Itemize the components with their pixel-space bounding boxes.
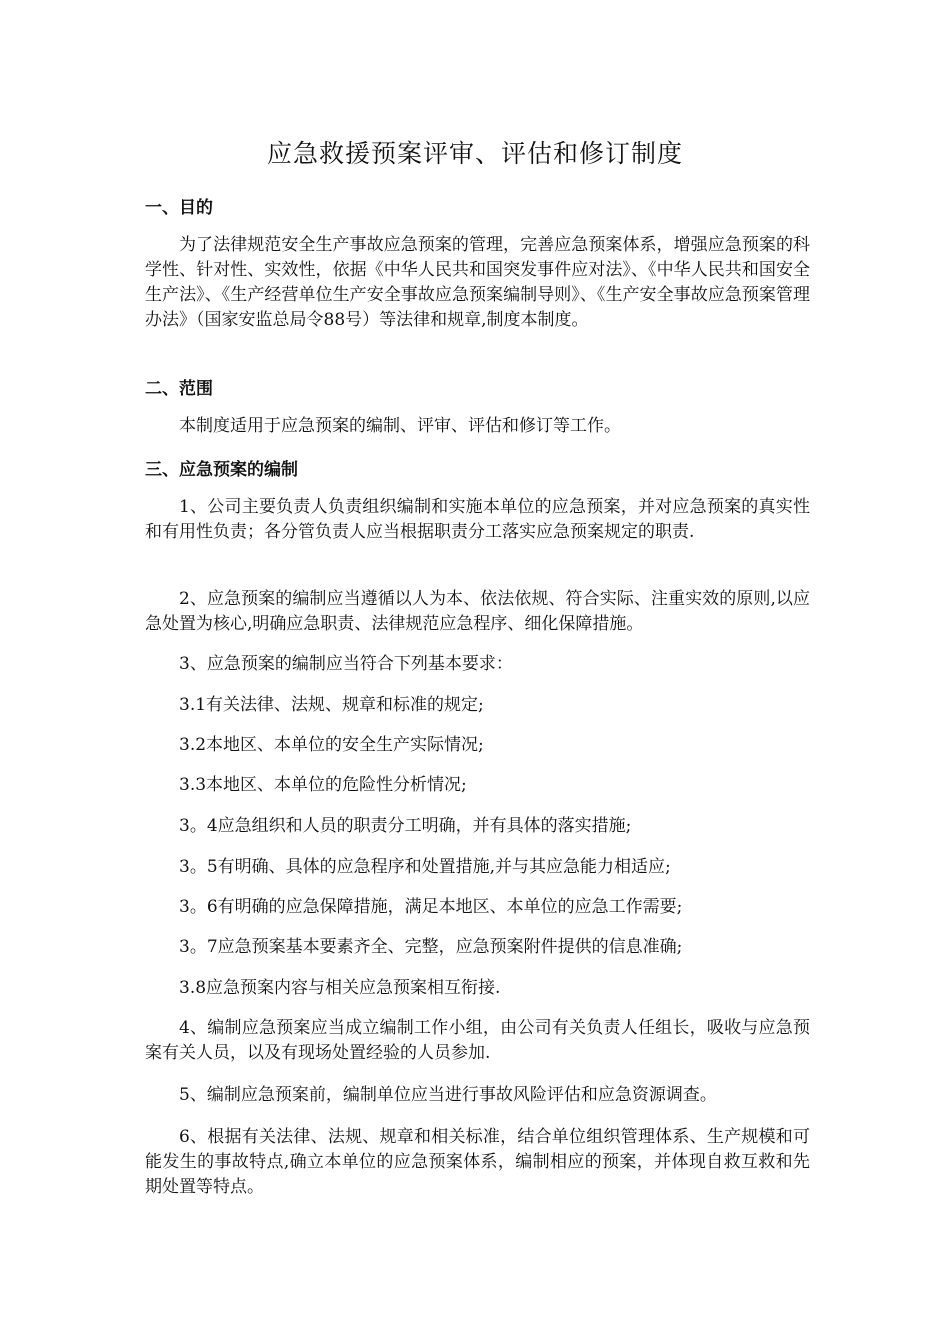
- list-item: 3。7应急预案基本要素齐全、完整，应急预案附件提供的信息准确;: [179, 937, 683, 957]
- list-item: 3。6有明确的应急保障措施，满足本地区、本单位的应急工作需要;: [179, 897, 683, 917]
- list-item: 3.8应急预案内容与相关应急预案相互衔接.: [179, 978, 501, 998]
- list-item: 6、根据有关法律、法规、规章和相关标准，结合单位组织管理体系、生产规模和可能发生的事故特点,确立本单位的应急预案体系，编制相应的预案，并体现自救互救和先期处置等特点。: [145, 1127, 810, 1197]
- list-item: 3.1有关法律、法规、规章和标准的规定;: [179, 695, 484, 715]
- list-item: 3、应急预案的编制应当符合下列基本要求：: [179, 654, 513, 674]
- section-heading-preparation: 三、应急预案的编制: [145, 460, 298, 480]
- section-heading-scope: 二、范围: [145, 379, 213, 399]
- scope-paragraph: 本制度适用于应急预案的编制、评审、评估和修订等工作。: [179, 416, 621, 436]
- list-item: 3.2本地区、本单位的安全生产实际情况;: [179, 735, 484, 755]
- section-heading-purpose: 一、目的: [145, 198, 213, 218]
- list-item: 3。5有明确、具体的应急程序和处置措施,并与其应急能力相适应;: [179, 857, 671, 877]
- document-title: 应急救援预案评审、评估和修订制度: [266, 139, 683, 168]
- list-item: 3.3本地区、本单位的危险性分析情况;: [179, 775, 467, 795]
- list-item: 4、编制应急预案应当成立编制工作小组，由公司有关负责人任组长，吸收与应急预案有关人员，以及有现场处置经验的人员参加.: [145, 1018, 810, 1063]
- list-item: 5、编制应急预案前，编制单位应当进行事故风险评估和应急资源调查。: [179, 1085, 717, 1105]
- list-item: 1、公司主要负责人负责组织编制和实施本单位的应急预案，并对应急预案的真实性和有用性负责；各分管负责人应当根据职责分工落实应急预案规定的职责.: [145, 497, 810, 542]
- list-item: 2、应急预案的编制应当遵循以人为本、依法依规、符合实际、注重实效的原则,以应急处置为核心,明确应急职责、法律规范应急程序、细化保障措施。: [145, 589, 810, 634]
- list-item: 3。4应急组织和人员的职责分工明确，并有具体的落实措施;: [179, 816, 632, 836]
- purpose-paragraph: 为了法律规范安全生产事故应急预案的管理，完善应急预案体系，增强应急预案的科学性、针对性、实效性，依据《中华人民共和国突发事件应对法》、《中华人民共和国安全生产法》、《生产经营单位生产安全事故应急预案编制导则》、《生产安全事故应急预案管理办法》（国家安监总局令88号）等法律和规章,制度本制度。: [145, 235, 810, 330]
